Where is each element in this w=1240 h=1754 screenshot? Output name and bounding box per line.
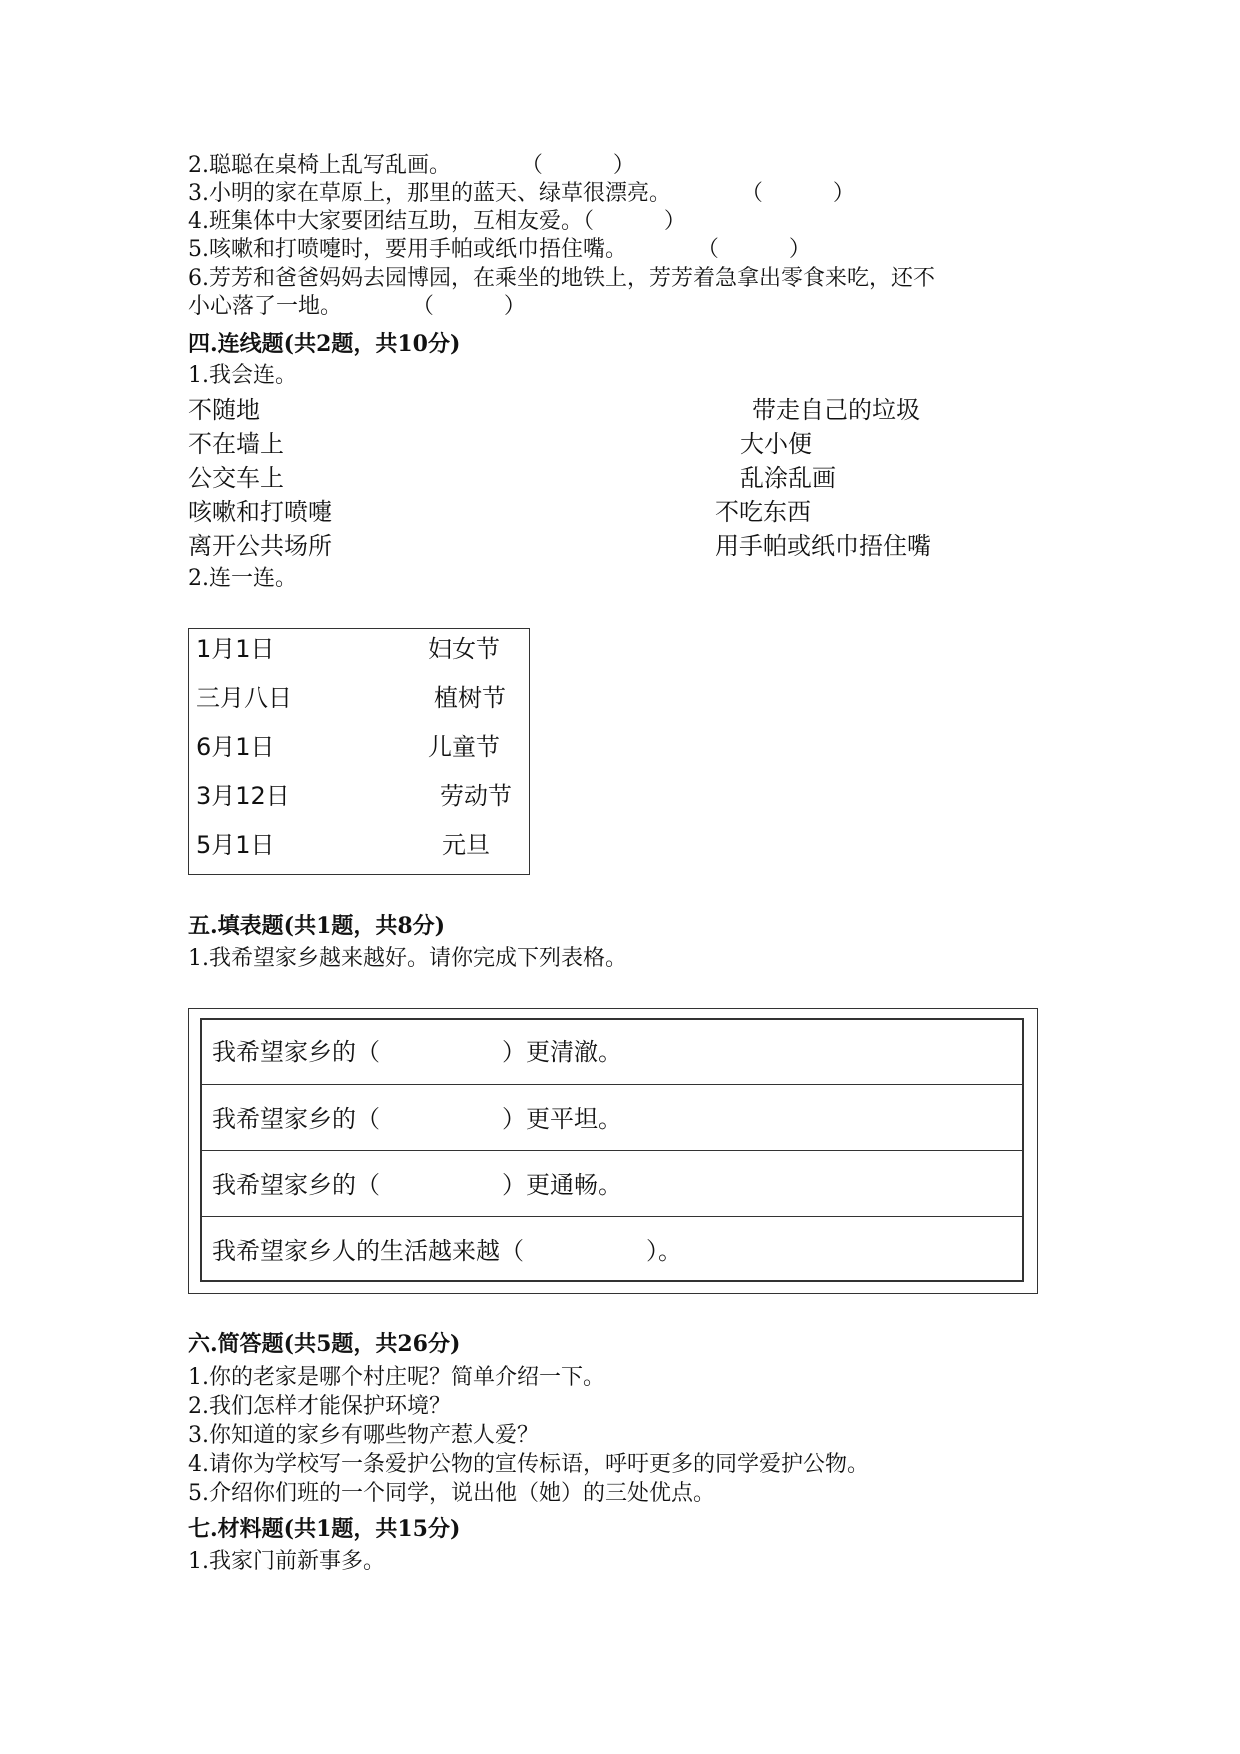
date-item: 5月1日 — [196, 831, 275, 859]
question-item: 5.咳嗽和打喷嚏时，要用手帕或纸巾捂住嘴。 （ ） — [188, 237, 811, 262]
question-prompt: 1.我会连。 — [188, 363, 297, 388]
match-left-item: 咳嗽和打喷嚏 — [188, 498, 332, 526]
festival-item: 植树节 — [434, 684, 506, 712]
question-item: 3.你知道的家乡有哪些物产惹人爱？ — [188, 1423, 539, 1448]
question-item: 5.介绍你们班的一个同学，说出他（她）的三处优点。 — [188, 1481, 715, 1506]
question-item: 2.聪聪在桌椅上乱写乱画。 （ ） — [188, 153, 635, 178]
match-left-item: 不在墙上 — [188, 430, 284, 458]
question-item: 4.请你为学校写一条爱护公物的宣传标语，呼吁更多的同学爱护公物。 — [188, 1452, 869, 1477]
date-item: 3月12日 — [196, 782, 290, 810]
question-prompt: 1.我家门前新事多。 — [188, 1549, 385, 1574]
question-item: 3.小明的家在草原上，那里的蓝天、绿草很漂亮。 （ ） — [188, 181, 855, 206]
table-row: 我希望家乡的（ ）更平坦。 — [212, 1105, 623, 1133]
match-right-item: 不吃东西 — [715, 498, 811, 526]
question-item: 6.芳芳和爸爸妈妈去园博园，在乘坐的地铁上，芳芳着急拿出零食来吃，还不 — [188, 266, 935, 291]
table-row: 我希望家乡的（ ）更清澈。 — [212, 1038, 623, 1066]
match-right-item: 用手帕或纸巾捂住嘴 — [715, 532, 931, 560]
question-item-continued: 小心落了一地。 （ ） — [188, 294, 526, 319]
date-item: 1月1日 — [196, 635, 275, 663]
festival-item: 妇女节 — [428, 635, 500, 663]
section-heading: 五.填表题(共1题，共8分) — [188, 913, 446, 939]
date-item: 三月八日 — [196, 684, 292, 712]
match-left-item: 不随地 — [188, 396, 260, 424]
question-item: 2.我们怎样才能保护环境？ — [188, 1394, 451, 1419]
question-prompt: 2.连一连。 — [188, 566, 297, 591]
festival-item: 儿童节 — [428, 733, 500, 761]
table-divider — [200, 1150, 1022, 1151]
table-divider — [200, 1084, 1022, 1085]
question-prompt: 1.我希望家乡越来越好。请你完成下列表格。 — [188, 946, 627, 971]
festival-item: 元旦 — [442, 831, 490, 859]
table-divider — [200, 1216, 1022, 1217]
match-right-item: 乱涂乱画 — [740, 464, 836, 492]
match-right-item: 带走自己的垃圾 — [752, 396, 920, 424]
section-heading: 四.连线题(共2题，共10分) — [188, 331, 461, 357]
date-item: 6月1日 — [196, 733, 275, 761]
match-right-item: 大小便 — [740, 430, 812, 458]
match-left-item: 公交车上 — [188, 464, 284, 492]
section-heading: 六.简答题(共5题，共26分) — [188, 1331, 461, 1357]
match-left-item: 离开公共场所 — [188, 532, 332, 560]
table-row: 我希望家乡人的生活越来越（ ）。 — [212, 1237, 683, 1265]
festival-item: 劳动节 — [440, 782, 512, 810]
question-item: 4.班集体中大家要团结互助，互相友爱。（ ） — [188, 209, 686, 234]
question-item: 1.你的老家是哪个村庄呢？简单介绍一下。 — [188, 1365, 605, 1390]
table-row: 我希望家乡的（ ）更通畅。 — [212, 1171, 623, 1199]
section-heading: 七.材料题(共1题，共15分) — [188, 1516, 461, 1542]
